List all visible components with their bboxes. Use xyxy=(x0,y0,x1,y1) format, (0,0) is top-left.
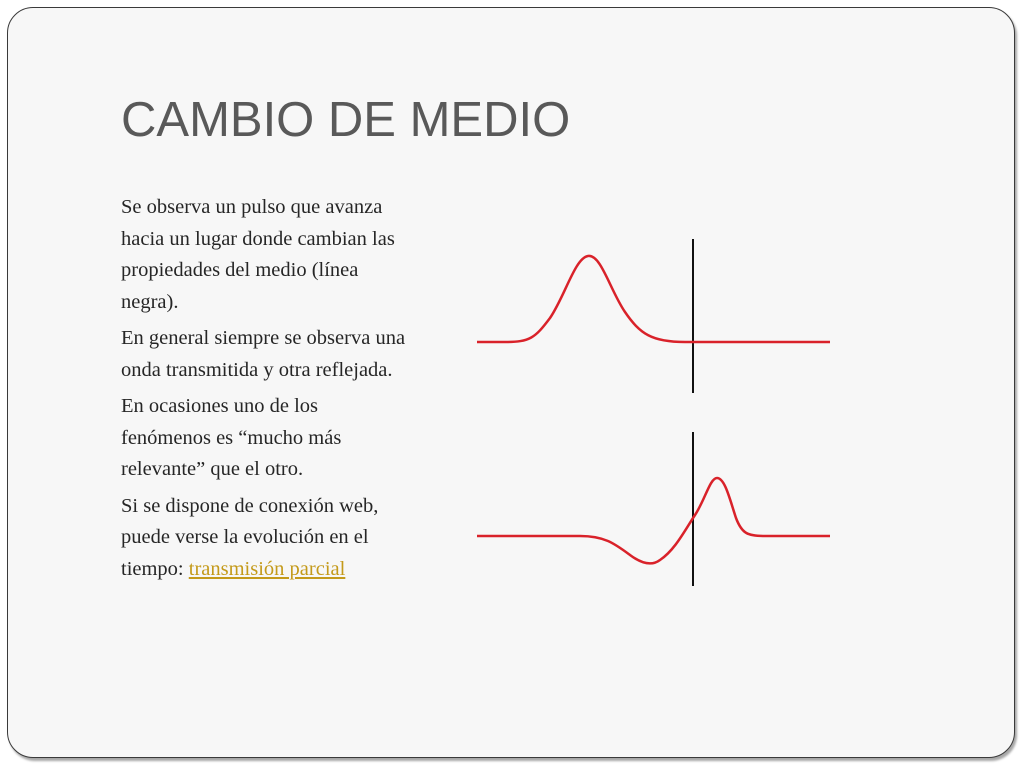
paragraph-relevance: En ocasiones uno de los fenómenos es “mucho más relevante” que el otro. xyxy=(121,395,342,480)
page-title: CAMBIO DE MEDIO xyxy=(121,93,571,147)
paragraph-web xyxy=(121,491,411,586)
transmitted-reflected-wave xyxy=(477,478,830,563)
paragraph-web-text: Si se dispone de conexión web, puede verse la evolución en el tiempo: xyxy=(121,494,379,580)
body-text xyxy=(121,192,411,590)
incident-pulse-wave xyxy=(477,256,830,342)
transmision-parcial-link[interactable]: transmisión parcial xyxy=(188,557,346,580)
paragraph-transmitted-reflected: En general siempre se observa una onda transmitida y otra reflejada. xyxy=(121,327,406,381)
paragraph-pulse: Se observa un pulso que avanza hacia un lugar donde cambian las propiedades del medio (línea negra). xyxy=(121,196,395,313)
wave-diagram xyxy=(470,230,840,590)
split-pulse-panel xyxy=(477,432,830,586)
incident-pulse-panel xyxy=(477,239,830,393)
